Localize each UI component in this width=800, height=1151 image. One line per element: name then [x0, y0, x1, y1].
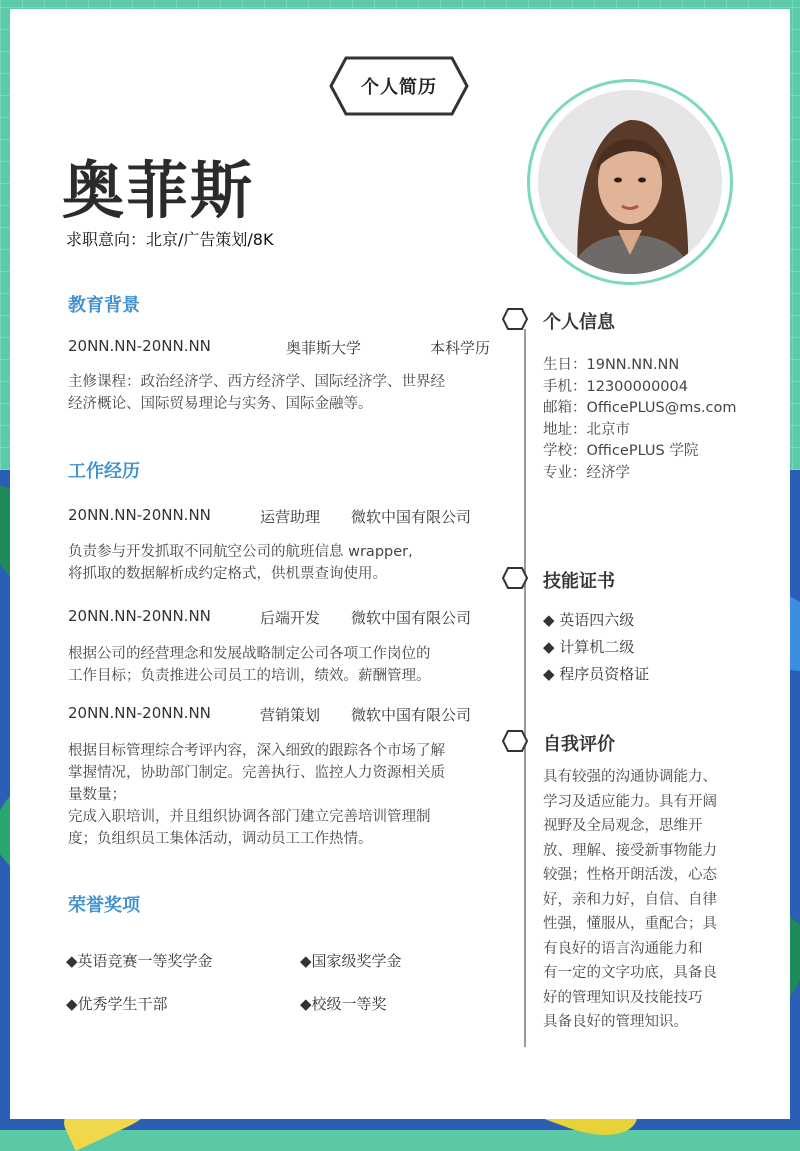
- job-company: 微软中国有限公司: [351, 706, 472, 724]
- education-period: 20NN.NN-20NN.NN: [68, 337, 211, 355]
- job-period: 20NN.NN-20NN.NN: [68, 607, 211, 625]
- education-section-title: 教育背景: [68, 295, 140, 316]
- hexagon-icon: [502, 307, 528, 331]
- honor-item: ◆优秀学生干部: [66, 995, 168, 1013]
- job-role: 后端开发: [260, 609, 321, 627]
- info-phone: 手机：12300000004: [543, 378, 688, 395]
- job-desc-line: 负责参与开发抓取不同航空公司的航班信息 wrapper,: [68, 544, 413, 560]
- job-desc-line: 根据公司的经营理念和发展战略制定公司各项工作岗位的: [68, 646, 431, 662]
- job-role: 运营助理: [260, 508, 321, 526]
- info-birthday: 生日：19NN.NN.NN: [543, 357, 680, 373]
- hexagon-icon: [502, 566, 528, 590]
- candidate-name: 奥菲斯: [62, 154, 255, 227]
- portrait-illustration: [538, 90, 722, 274]
- job-desc-line: 完成入职培训，并且组织协调各部门建立完善培训管理制: [68, 809, 431, 825]
- job-desc-line: 掌握情况，协助部门制定。完善执行、监控人力资源相关质: [68, 765, 445, 781]
- skill-item: ◆ 程序员资格证: [543, 665, 650, 683]
- honor-item: ◆英语竞赛一等奖学金: [66, 952, 213, 970]
- skills-title: 技能证书: [543, 571, 615, 592]
- skill-item: ◆ 计算机二级: [543, 638, 635, 656]
- self-eval-line: 好的管理知识及技能技巧: [543, 989, 703, 1006]
- job-description: [68, 740, 508, 850]
- skill-item: ◆ 英语四六级: [543, 611, 635, 629]
- avatar: [538, 90, 722, 274]
- photo-ring: [527, 79, 733, 285]
- self-eval-line: 有良好的语言沟通能力和: [543, 940, 703, 957]
- job-period: 20NN.NN-20NN.NN: [68, 506, 211, 524]
- job-description: [68, 541, 508, 585]
- honors-section-title: 荣誉奖项: [68, 895, 140, 916]
- personal-info-title: 个人信息: [543, 312, 615, 333]
- honor-item: ◆国家级奖学金: [300, 952, 402, 970]
- self-eval-line: 较强；性格开朗活泼，心态: [543, 867, 717, 883]
- job-role: 营销策划: [260, 706, 321, 724]
- resume-page: [10, 9, 790, 1119]
- job-desc-line: 工作目标；负责推进公司员工的培训，绩效。薪酬管理。: [68, 668, 431, 684]
- resume-badge-title: 个人简历: [361, 77, 437, 98]
- job-desc-line: 根据目标管理综合考评内容，深入细致的跟踪各个市场了解: [68, 743, 445, 759]
- courses-line: 经济概论、国际贸易理论与实务、国际金融等。: [68, 396, 373, 412]
- job-intention: 求职意向：北京/广告策划/8K: [66, 230, 274, 249]
- self-eval-line: 有一定的文字功底，具备良: [543, 965, 717, 981]
- info-address: 地址：北京市: [543, 421, 630, 438]
- self-eval-line: 视野及全局观念，思维开: [543, 818, 703, 834]
- info-major: 专业：经济学: [543, 464, 630, 481]
- education-degree: 本科学历: [430, 339, 491, 357]
- education-school: 奥菲斯大学: [286, 339, 362, 357]
- work-section-title: 工作经历: [68, 461, 140, 482]
- self-eval-line: 放、理解、接受新事物能力: [543, 842, 717, 859]
- info-school: 学校：OfficePLUS 学院: [543, 443, 699, 459]
- hexagon-icon: [502, 729, 528, 753]
- job-description: [68, 643, 508, 687]
- self-eval-line: 学习及适应能力。具有开阔: [543, 793, 717, 810]
- timeline-line: [524, 329, 526, 1047]
- personal-info-list: [543, 355, 737, 484]
- job-desc-line: 量数量；: [68, 787, 126, 803]
- self-eval-title: 自我评价: [543, 734, 615, 755]
- self-eval-line: 性强，懂服从，重配合；具: [543, 916, 717, 932]
- info-email: 邮箱：OfficePLUS@ms.com: [543, 400, 737, 416]
- self-eval-line: 好，亲和力好，自信、自律: [543, 891, 717, 908]
- job-company: 微软中国有限公司: [351, 609, 472, 627]
- job-desc-line: 将抓取的数据解析成约定格式，供机票查询使用。: [68, 566, 387, 582]
- job-company: 微软中国有限公司: [351, 508, 472, 526]
- honor-item: ◆校级一等奖: [300, 995, 387, 1013]
- courses-line: 主修课程：政治经济学、西方经济学、国际经济学、世界经: [68, 374, 445, 390]
- job-desc-line: 度；负组织员工集体活动，调动员工工作热情。: [68, 831, 373, 847]
- self-eval-line: 具备良好的管理知识。: [543, 1014, 688, 1030]
- education-courses: [68, 371, 498, 415]
- self-eval-text: [543, 765, 723, 1035]
- self-eval-line: 具有较强的沟通协调能力、: [543, 769, 717, 785]
- job-period: 20NN.NN-20NN.NN: [68, 704, 211, 722]
